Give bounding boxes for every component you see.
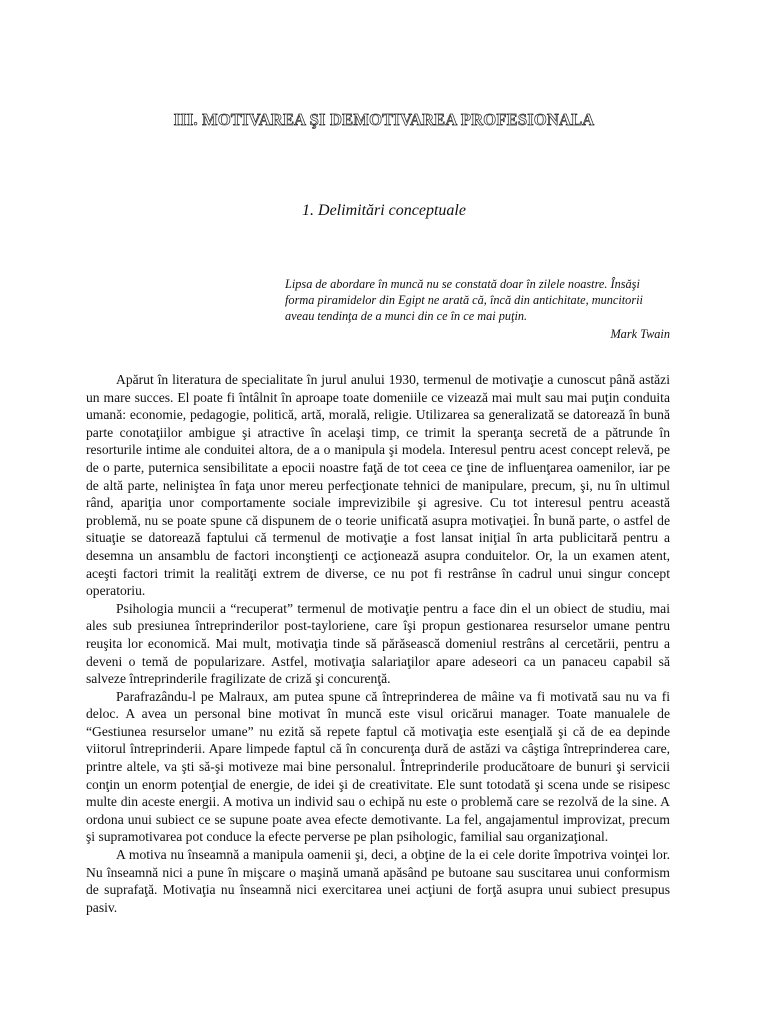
paragraph: Apărut în literatura de specialitate în jurul anului 1930, termenul de motivaţie a cunoscut până astăzi un mare succes. El poate fi întâlnit în aproape toate domeniile ce vizează mai mult sau mai puţin conduita umană: economie, pedagogie, politică, artă, morală, religie. Utilizarea sa generalizată se datorează în bună parte conotaţiilor ambigue şi atractive în acelaşi timp, ce trimit la speranţa secretă de a pătrunde în resorturile intime ale conduitei altora, de a o manipula şi modela. Interesul pentru acest concept relevă, pe de o parte, puternica sensibilitate a epocii noastre faţă de tot ceea ce ţine de influenţarea oamenilor, iar pe de altă parte, neliniştea în faţa unor mereu perfecţionate tehnici de manipulare, precum, şi, nu în ultimul rând, apariţia unor comportamente sociale imprevizibile şi agresive. Cu tot interesul pentru această problemă, nu se poate spune că dispunem de o teorie unificată asupra motivaţiei. În bună parte, o astfel de situaţie se datorează faptului că termenul de motivaţie a fost lansat iniţial în arta publicitară pentru a desemna un ansamblu de factori inconştienţi ce acţionează asupra conduitelor. Or, la un examen atent, aceşti factori trimit la realităţi extrem de diverse, ce nu pot fi restrânse în cadrul unui singur concept operatoriu. — [86, 372, 670, 599]
epigraph — [285, 276, 670, 342]
epigraph-author: Mark Twain — [610, 326, 670, 341]
paragraph: A motiva nu înseamnă a manipula oamenii şi, deci, a obţine de la ei cele dorite împotriva voinţei lor. Nu înseamnă nici a pune în mişcare o maşină umană apăsând pe butoane sau suscitarea unui conformism de suprafaţă. Motivaţia nu înseamnă nici exercitarea unei acţiuni de forţă asupra unui subiect presupus pasiv. — [86, 847, 670, 915]
paragraph: Parafrazându-l pe Malraux, am putea spune că întreprinderea de mâine va fi motivată sau nu va fi deloc. A avea un personal bine motivat în muncă este visul oricărui manager. Toate manualele de “Gestiunea resurselor umane” nu ezită să repete faptul că motivaţia este esenţială şi că de ea depinde viitorul întreprinderii. Apare limpede faptul că în concurenţa dură de astăzi va câştiga întreprinderea care, printre altele, va şti să-şi motiveze mai bine personalul. Întreprinderile producătoare de bunuri şi servicii conţin un enorm potenţial de energie, de idei şi de creativitate. Ele sunt totodată şi scena unde se risipesc multe din aceste energii. A motiva un individ sau o echipă nu este o problemă care se rezolvă de la sine. A ordona unui subiect ce se supune poate avea efecte demotivante. La fel, angajamentul improvizat, precum şi supramotivarea pot conduce la efecte perverse pe plan psihologic, familial sau organizaţional. — [86, 688, 670, 845]
epigraph-text: Lipsa de abordare în muncă nu se constată doar în zilele noastre. Însăşi forma piramidelor din Egipt ne arată că, încă din antichitate, muncitorii aveau tendinţa de a munci din ce în ce mai puţin. — [285, 277, 643, 324]
body-text — [86, 371, 670, 916]
chapter-title: III. MOTIVAREA ŞI DEMOTIVAREA PROFESIONALA — [173, 110, 595, 129]
section-title: 1. Delimitări conceptuale — [302, 202, 466, 219]
paragraph: Psihologia muncii a “recuperat” termenul de motivaţie pentru a face din el un obiect de studiu, mai ales sub presiunea întreprinderilor post-tayloriene, care îşi propun gestionarea resurselor umane pentru reuşita lor economică. Mai mult, motivaţia tinde să părăsească domeniul restrâns al cercetării, pentru a deveni o temă de popularizare. Astfel, motivaţia salariaţilor apare adeseori ca un panaceu capabil să salveze întreprinderile fragilizate de criză şi concurenţă. — [86, 600, 670, 687]
